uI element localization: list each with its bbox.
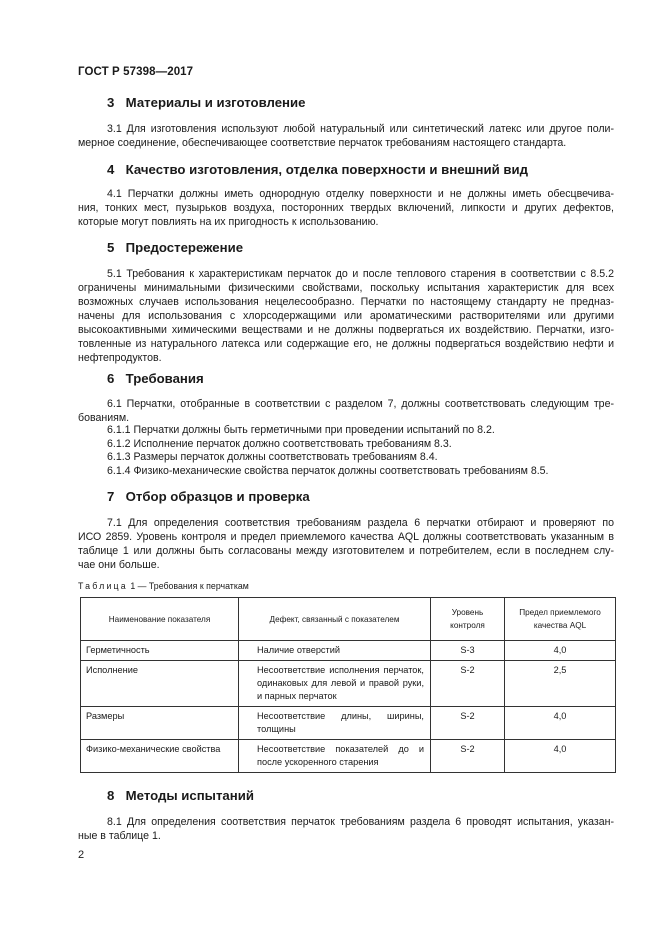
table-row <box>81 707 616 740</box>
paragraph-3-1 <box>78 122 614 150</box>
text-line: ИСО 2859. Уровень контроля и предел приемлемого качества AQL должны соответствовать указанным в <box>78 531 614 543</box>
text-line: возможных случаев использования нецелесообразно. Перчатки по настоящему стандарту не предназ- <box>78 296 614 308</box>
table-caption <box>78 581 249 591</box>
section-3-heading <box>107 95 305 110</box>
section-number: 6 <box>107 371 115 386</box>
cell-aql: 4,0 <box>505 641 616 661</box>
section-5-heading <box>107 240 243 255</box>
text-line: ограничены минимальными физическими свойствами, поскольку испытания характеристик для всех <box>78 282 614 294</box>
item-6-1-3: 6.1.3 Размеры перчаток должны соответствовать требованиям 8.4. <box>107 451 438 463</box>
text-line: начены для использования с хлорсодержащими или ароматическими растворителями или другими <box>78 310 614 322</box>
cell-indicator: Исполнение <box>81 661 239 707</box>
table-row <box>81 740 616 773</box>
item-6-1-2: 6.1.2 Исполнение перчаток должно соответствовать требованиям 8.3. <box>107 438 452 450</box>
section-title: Требования <box>125 371 204 386</box>
text-line: 7.1 Для определения соответствия требованиям раздела 6 перчатки отбирают и проверяют по <box>107 517 614 529</box>
cell-aql: 4,0 <box>505 707 616 740</box>
table-header-row <box>81 598 616 641</box>
text-line: бованиям. <box>78 412 130 424</box>
text-line: высокоактивными химическими веществами и не должны подвергаться их воздействию. Перчатки, изго- <box>78 324 614 336</box>
section-title: Предостережение <box>125 240 244 255</box>
cell-indicator: Герметичность <box>81 641 239 661</box>
paragraph-6-1 <box>78 397 614 425</box>
text-line: ные в таблице 1. <box>78 830 161 842</box>
paragraph-5-1 <box>78 267 614 365</box>
table-caption-label: Таблица <box>78 581 128 591</box>
column-header-aql: Предел приемлемого качества AQL <box>505 598 616 641</box>
cell-defect: Несоответствие длины, ширины, толщины <box>239 707 431 740</box>
text-line: 5.1 Требования к характеристикам перчаток до и после теплового старения в соответствии с 8.5.2 <box>107 268 614 280</box>
table-caption-text: 1 — Требования к перчаткам <box>127 581 249 591</box>
section-4-heading <box>107 162 528 177</box>
section-number: 5 <box>107 240 115 255</box>
cell-aql: 4,0 <box>505 740 616 773</box>
section-number: 4 <box>107 162 115 177</box>
table-row <box>81 661 616 707</box>
cell-defect: Несоответствие показателей до и после ускоренного старения <box>239 740 431 773</box>
paragraph-8-1 <box>78 815 614 843</box>
page-number: 2 <box>78 849 85 861</box>
cell-defect: Несоответствие исполнения перчаток, одинаковых для левой и правой руки, и парных перчаток <box>239 661 431 707</box>
section-7-heading <box>107 489 310 504</box>
cell-level: S-2 <box>431 707 505 740</box>
section-number: 7 <box>107 489 115 504</box>
section-title: Отбор образцов и проверка <box>125 489 310 504</box>
text-line: товленные из натурального латекса или содержащие его, не должны подвергаться воздействию нефти и <box>78 338 614 350</box>
item-6-1-1: 6.1.1 Перчатки должны быть герметичными при проведении испытаний по 8.2. <box>107 424 495 436</box>
text-line: нефтепродуктов. <box>78 352 162 364</box>
text-line: мерное соединение, обеспечивающее соответствие перчаток требованиям настоящего стандарта. <box>78 137 567 149</box>
table-row <box>81 641 616 661</box>
section-number: 3 <box>107 95 115 110</box>
text-line: 6.1 Перчатки, отобранные в соответствии с разделом 7, должны соответствовать следующим тре- <box>107 398 614 410</box>
column-header-level: Уровень контроля <box>431 598 505 641</box>
cell-level: S-2 <box>431 740 505 773</box>
item-6-1-4: 6.1.4 Физико-механические свойства перчаток должны соответствовать требованиям 8.5. <box>107 465 549 477</box>
cell-defect: Наличие отверстий <box>239 641 431 661</box>
section-title: Материалы и изготовление <box>125 95 306 110</box>
paragraph-7-1 <box>78 516 614 572</box>
text-line: 3.1 Для изготовления используют любой натуральный или синтетический латекс или другое поли- <box>107 123 614 135</box>
section-8-heading <box>107 788 254 803</box>
cell-level: S-3 <box>431 641 505 661</box>
text-line: чае они больше. <box>78 559 160 571</box>
column-header-defect: Дефект, связанный с показателем <box>239 598 431 641</box>
text-line: таблице 1 или должны быть согласованы между изготовителем и потребителем, если в последнем слу- <box>78 545 614 557</box>
text-line: которые могут повлиять на их пригодность к использованию. <box>78 216 379 228</box>
document-code: ГОСТ Р 57398—2017 <box>78 66 194 78</box>
cell-indicator: Размеры <box>81 707 239 740</box>
cell-level: S-2 <box>431 661 505 707</box>
column-header-indicator: Наименование показателя <box>81 598 239 641</box>
text-line: ния, тонких мест, пузырьков воздуха, посторонних твердых включений, липкости и других дефектов, <box>78 202 614 214</box>
paragraph-4-1 <box>78 187 614 229</box>
section-6-heading <box>107 371 204 386</box>
text-line: 4.1 Перчатки должны иметь однородную отделку поверхности и не должны иметь обесцвечива- <box>107 188 614 200</box>
section-title: Качество изготовления, отделка поверхности и внешний вид <box>125 162 528 177</box>
cell-aql: 2,5 <box>505 661 616 707</box>
requirements-table <box>80 597 616 773</box>
section-number: 8 <box>107 788 115 803</box>
cell-indicator: Физико-механические свойства <box>81 740 239 773</box>
section-title: Методы испытаний <box>125 788 254 803</box>
text-line: 8.1 Для определения соответствия перчаток требованиям раздела 6 проводят испытания, указан- <box>107 816 614 828</box>
